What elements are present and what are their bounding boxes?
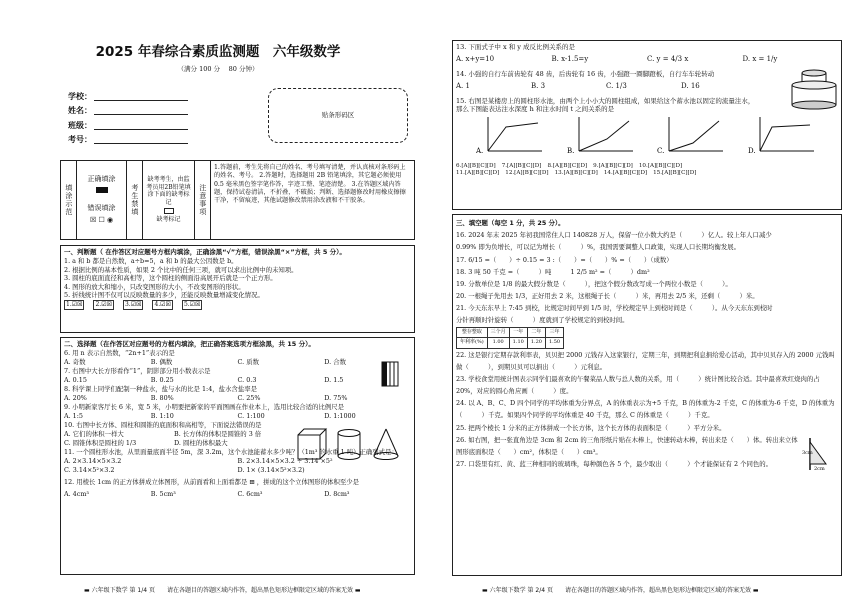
notice-box bbox=[60, 160, 415, 240]
bubble-12[interactable]: 12.[A][B][C][D] bbox=[505, 169, 549, 176]
choice-continued bbox=[452, 40, 842, 210]
fill-q22: 22. 这是银行定期存款利率表，贝贝把 2000 元钱存入这家银行，定期三年，到期把利息捐给爱心活动，其中贝贝存入的 2000 元钱叫做（ ），到期贝贝可以捐出（ ）元利息。 bbox=[456, 350, 835, 371]
q14-options: A. 1 B. 3 C. 1/3 D. 16 bbox=[456, 82, 700, 90]
bubble-14[interactable]: 14.[A][B][C][D] bbox=[603, 169, 648, 176]
judge-answer-4[interactable]: 4.☑☒ bbox=[154, 301, 171, 309]
fill-section bbox=[452, 214, 842, 576]
choice-q15: 15. 右图是某楼房上的圆柱形水池，由两个上小小大的圆柱组成，如果给这个蓄水池以固定的流量注水，那么下图能表达注水深度 h 和注水时间 t 之间关系的是 bbox=[456, 97, 838, 113]
triangle-stick-figure bbox=[802, 436, 838, 472]
exam-title: 2025 年春综合素质监测题 六年级数学 bbox=[95, 44, 341, 60]
graph-d[interactable] bbox=[748, 113, 818, 157]
fill-q24: 24. 以 A、B、C、D 四个同学的平均体重为分界点，A 的体重表示为+5 千克，B 的体重为-2 千克，C 的体重为-6 千克，D 的体重为（ ）千克。如果四个同学的平均体重是 40 千克，那么 C 的体重是（ ）千克。 bbox=[456, 399, 835, 420]
class-field[interactable]: 班级： bbox=[68, 115, 188, 130]
q7-options: A. 0.15 B. 0.25 C. 0.3 D. 1.5 bbox=[64, 376, 344, 385]
interest-table: 整存整取 三个月 一年 二年 三年 年利率(%) 1.00 1.10 1.20 1.50 bbox=[456, 327, 564, 349]
judge-answer-5[interactable]: 5.☑☒ bbox=[183, 301, 201, 309]
fill-q17: 17. 6/15 =（ ）÷ 0.15 = 3 :（ ）=（ ）% =（ ）（成数） bbox=[456, 255, 673, 264]
judge-q4: 4. 图形的放大和缩小，只改变图形的大小，不改变图形的形状。 bbox=[64, 282, 245, 291]
judge-q1: 1. a 和 b 都是自然数，a÷b=5，a 和 b 的最大公因数是 b。 bbox=[64, 257, 238, 266]
choice-head: 二、选择题（在作答区对应题号的方框内填涂，把正确答案选项方框涂黑，共 15 分）。 bbox=[64, 340, 315, 348]
judge-q2: 2. 根据比例的基本性质，如果 2 个比中的任何三项，就可以求出比例中的未知项。 bbox=[64, 265, 298, 274]
barcode-area: 贴条形码区 bbox=[268, 88, 408, 143]
fill-q18: 18. 3 吨 50 千克 =（ ）吨 1 2/5 m² =（ ）dm² bbox=[456, 267, 650, 276]
exam-subtitle: （满分 100 分 80 分钟） bbox=[177, 65, 259, 73]
choice-q6: 6. 用 n 表示自然数，“2n+1”表示的是 bbox=[64, 349, 175, 358]
fill-q16b: 0.99% 即为负增长，可以记为增长（ ）%，我国需要调整人口政策，实现人口长期均衡发展。 bbox=[456, 243, 741, 252]
choice-q11: 11. 一个圆柱形水池，从里面量底面半径 5m，深 3.2m，这个水池能蓄水多少吨？（1m³ 的水重 1 吨）正确列式是： bbox=[64, 448, 398, 457]
fill-q21: 21. 今天东东早上 7:45 到校，比规定时间早到 1/5 时，学校规定早上到校时间是（ ）。从今天东东到校时 bbox=[456, 304, 773, 313]
water-tank-figure bbox=[790, 67, 838, 111]
q11-options-ab: A. 2×3.14×5×3.2 B. 2×3.14×5×3.2 ÷ 3.14 ×5² bbox=[64, 457, 333, 466]
choice-q13: 13. 下面式子中 x 和 y 成反比例关系的是 bbox=[456, 43, 576, 51]
q10-options-cd: C. 圆锥体积是圆柱的 1/3 D. 圆柱的体积最大 bbox=[64, 439, 228, 448]
fill-q27: 27. 口袋里有红、黄、蓝三种相同的玻璃珠，每种颜色各 5 个，最少取出（ ）个才能保证有 2 个同色的。 bbox=[456, 460, 773, 469]
fill-q26: 26. 如右图，把一张直角边是 3cm 和 2cm 的三角形纸片贴在木棒上，快速转动木棒，转出来是（ ）体。转出来立体图形底面积是（ ）cm²，体积是（ ）cm³。 3cm 2cm bbox=[456, 434, 838, 458]
bubble-7[interactable]: 7.[A][B][C][D] bbox=[501, 163, 542, 169]
shaded-rectangle-figure bbox=[381, 361, 399, 387]
choice-q12: 12. 用棱长 1cm 的正方体拼成立体图形，从前面看和上面看都是 ⊞ ，拼成的这个立体图形的体积至少是 bbox=[64, 478, 360, 487]
answer-bubbles bbox=[456, 163, 838, 177]
fill-q25: 25. 把两个棱长 1 分米的正方体拼成一个长方体，这个长方体的表面积是（ ）平方分米。 bbox=[456, 423, 726, 432]
choice-section bbox=[60, 337, 415, 575]
fill-head: 三、填空题（每空 1 分，共 25 分）。 bbox=[456, 219, 565, 227]
bubble-9[interactable]: 9.[A][B][C][D] bbox=[593, 163, 633, 169]
bubble-15[interactable]: 15.[A][B][C][D] bbox=[653, 169, 697, 176]
svg-text:3cm: 3cm bbox=[802, 449, 813, 456]
q8-options: A. 20% B. 80% C. 25% D. 75% bbox=[64, 394, 348, 403]
svg-text:2cm: 2cm bbox=[814, 465, 825, 472]
judge-q3: 3. 圆柱的底面直径和高相等，这个圆柱的侧面沿高展开后就是一个正方形。 bbox=[64, 274, 277, 283]
graph-a[interactable] bbox=[476, 113, 546, 157]
absent-box: 缺考考生，由监考员用2B铅笔填涂下面的缺考标记 缺考标记 bbox=[143, 161, 195, 239]
judge-section bbox=[60, 245, 415, 333]
graph-c[interactable] bbox=[657, 113, 727, 157]
school-field[interactable]: 学校： bbox=[68, 86, 188, 101]
solid-figures bbox=[294, 427, 404, 461]
fill-q21b: 分针再顺时针旋转（ ）度就到了学校规定的到校时间。 bbox=[456, 316, 629, 325]
absent-label: 考生禁填 bbox=[127, 161, 143, 239]
exam-number-field[interactable]: 考号： bbox=[68, 130, 188, 145]
q11-options-cd: C. 3.14×5²×3.2 D. 1× (3.14×5²×3.2) bbox=[64, 466, 305, 475]
bubble-13[interactable]: 13.[A][B][C][D] bbox=[554, 169, 598, 176]
judge-answer-1[interactable]: 1.☑☒ bbox=[66, 301, 83, 309]
q13-options: A. x+y=10 B. x-1.5=y C. y = 4/3 x D. x = 1/y bbox=[456, 55, 778, 64]
choice-q8: 8. 科学课上同学们配制一种盐水，盐与水的比是 1:4，盐水含盐率是 bbox=[64, 385, 257, 394]
q9-options: A. 1:5 B. 1:10 C. 1:100 D. 1:1000 bbox=[64, 412, 356, 421]
filled-mark-icon bbox=[96, 187, 108, 193]
name-field[interactable]: 姓名： bbox=[68, 101, 188, 116]
svg-text:B.: B. bbox=[566, 147, 575, 155]
judge-answer-row bbox=[64, 300, 411, 310]
judge-answer-3[interactable]: 3.☑☒ bbox=[124, 301, 142, 309]
q12-options: A. 4cm³ B. 5cm³ C. 6cm³ D. 8cm³ bbox=[64, 490, 350, 499]
student-info bbox=[68, 86, 188, 144]
fill-example: 正确填涂 错误填涂 ☒ ☐ ◉ bbox=[77, 161, 127, 239]
graph-b[interactable] bbox=[567, 113, 637, 157]
choice-q14: 14. 小强的自行车前齿轮有 48 齿，后齿轮有 16 齿，小强蹬一圈脚蹬板，自行车车轮转动 bbox=[456, 69, 715, 78]
judge-answer-2[interactable]: 2.☑☒ bbox=[95, 301, 112, 309]
choice-q7: 7. 右图中大长方形看作“1”，阴影部分用小数表示是 bbox=[64, 367, 411, 375]
fill-q20: 20. 一根绳子先用去 1/3，正好用去 2 米，这根绳子长（ ）米，再用去 2/5 米，还剩（ ）米。 bbox=[456, 292, 759, 301]
rules-text: 1.答题前，考生先将自己的姓名、考号填写清楚，并认真核对条形码上的姓名、考号。 2.答题时，选择题用 2B 铅笔填涂，其它题必须使用 0.5 毫米黑色签字笔作答，字迹工整、笔迹清楚。 3.在答题区域内答题，保持试卷清洁，不折叠，不破损；判断、选择题修改时用橡皮擦擦干净，不留痕迹，其他试题修改禁用涂改液和不干胶条。 bbox=[214, 164, 406, 205]
bubble-11[interactable]: 11.[A][B][C][D] bbox=[456, 169, 500, 176]
svg-text:D.: D. bbox=[747, 147, 756, 155]
fill-q19: 19. 分数单位是 1/8 的最大假分数是（ ），把这个假分数改写成一个两位小数是（ ）。 bbox=[456, 279, 732, 288]
right-footer: ▬ 六年级下数学 第 2/4 页 请在各题目的答题区域内作答，超出黑色矩形边框限定区域的答案无效 ▬ bbox=[482, 587, 759, 594]
choice-q10: 10. 右图中长方体、圆柱和圆锥的底面积和高相等，下面说法错误的是 bbox=[64, 421, 411, 429]
bubble-6[interactable]: 6.[A][B][C][D] bbox=[456, 163, 496, 169]
choice-q9: 9. 小明新家客厅长 6 米，宽 5 米，小明要把新家的平面图画在作业本上，选用比较合适的比例尺是 bbox=[64, 403, 345, 412]
absent-checkbox[interactable] bbox=[164, 208, 174, 214]
right-page bbox=[440, 0, 860, 608]
svg-text:C.: C. bbox=[657, 147, 665, 155]
q15-graphs bbox=[456, 113, 838, 161]
q6-options: A. 奇数 B. 偶数 C. 质数 D. 合数 bbox=[64, 358, 346, 367]
judge-q5: 5. 折线统计图不仅可以反映数量的多少，还能反映数量增减变化情况。 bbox=[64, 291, 264, 300]
judge-head: 一、判断题（ 在作答区对应题号方框内填涂，正确涂黑“√”方框，错误涂黑“×”方框，共 5 分）。 bbox=[64, 248, 346, 256]
bubble-8[interactable]: 8.[A][B][C][D] bbox=[547, 163, 588, 169]
q10-options-ab: A. 它们的体积一样大 B. 长方体的体积是圆锥的 3 倍 bbox=[64, 430, 262, 439]
fill-q16: 16. 2024 年末 2025 年初我国常住人口 140828 万人，保留一位小数大约是（ ）亿人。较上年人口减少 bbox=[456, 231, 772, 240]
attention-label: 注意事项 bbox=[195, 161, 211, 239]
fill-example-label: 填涂示范 bbox=[61, 161, 77, 239]
left-footer: ▬ 六年级下数学 第 1/4 页 请在各题目的答题区域内作答，超出黑色矩形边框限定区域的答案无效 ▬ bbox=[84, 587, 361, 594]
svg-text:A.: A. bbox=[476, 147, 484, 155]
fill-q23: 23. 学校食堂用统计图表示同学们最喜欢的午餐菜品人数与总人数的关系，用（ ）统计图比较合适。其中最喜欢红烧肉的占 20%，对应的圆心角应画（ ）度。 bbox=[456, 374, 820, 396]
bubble-10[interactable]: 10.[A][B][C][D] bbox=[638, 163, 683, 169]
